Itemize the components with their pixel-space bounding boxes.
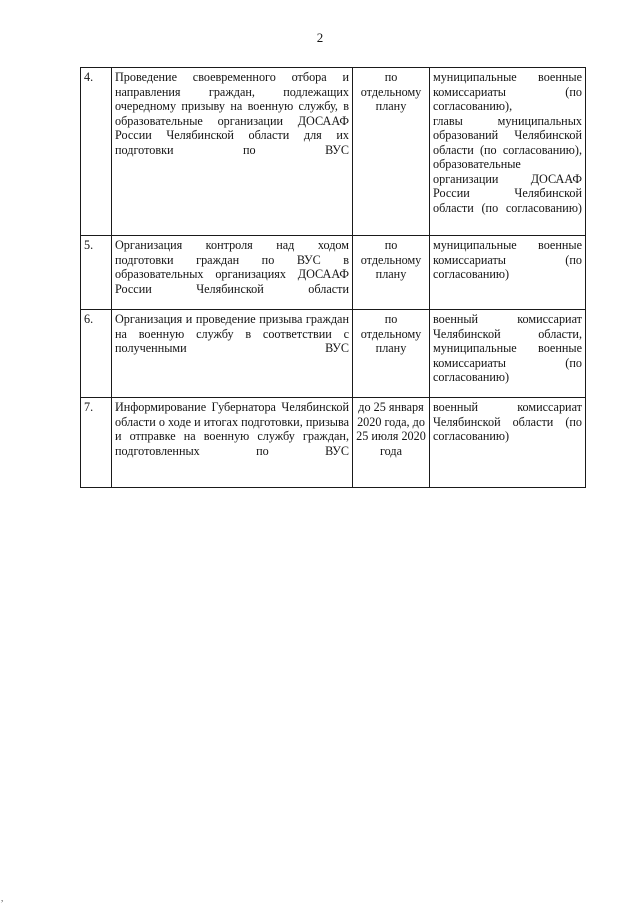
responsible-cell [430,310,586,398]
row-number: 5. [81,236,112,310]
term-cell [353,236,430,310]
activity-text: Информирование Губернатора Челябинской области о ходе и итогах подготовки, призыва и отправке на военную службу граждан, подготовленных по ВУС [115,400,349,458]
row-number: 7. [81,398,112,488]
responsible-cell [430,236,586,310]
table-row [81,68,586,236]
responsible-text: военный комиссариат Челябинской области, муниципальные военные комиссариаты (по согласованию) [433,312,582,384]
activity-text: Организация и проведение призыва граждан на военную службу в соответствии с полученными ВУС [115,312,349,355]
page-number: 2 [316,30,324,45]
activity-cell [112,310,353,398]
activity-cell [112,68,353,236]
activity-cell [112,398,353,488]
scan-edge-mark: , [1,893,4,903]
responsible-text: муниципальные военные комиссариаты (по согласованию), главы муниципальных образований Челябинской области (по согласованию), образовательные организации ДОСААФ России Челябинской области (по согласованию) [433,70,582,215]
responsible-cell [430,68,586,236]
table-row [81,310,586,398]
term-cell [353,398,430,488]
responsible-text: муниципальные военные комиссариаты (по согласованию) [433,238,582,281]
responsible-text: военный комиссариат Челябинской области (по согласованию) [433,400,582,443]
table-row [81,398,586,488]
term-cell [353,310,430,398]
term-text: до 25 января 2020 года, до 25 июля 2020 года [356,400,426,458]
activity-text: Организация контроля над ходом подготовки граждан по ВУС в образовательных организациях ДОСААФ России Челябинской области [115,238,349,296]
activity-text: Проведение своевременного отбора и направления граждан, подлежащих очередному призыву на военную службу, в образовательные организации ДОСААФ России Челябинской области для их подготовки по ВУС [115,70,349,157]
table-row [81,236,586,310]
activity-cell [112,236,353,310]
row-number: 6. [81,310,112,398]
responsible-cell [430,398,586,488]
activity-plan-table [80,67,586,488]
row-number: 4. [81,68,112,236]
term-text: по отдельному плану [360,312,422,355]
term-cell [353,68,430,236]
term-text: по отдельному плану [360,238,422,281]
term-text: по отдельному плану [360,70,422,113]
